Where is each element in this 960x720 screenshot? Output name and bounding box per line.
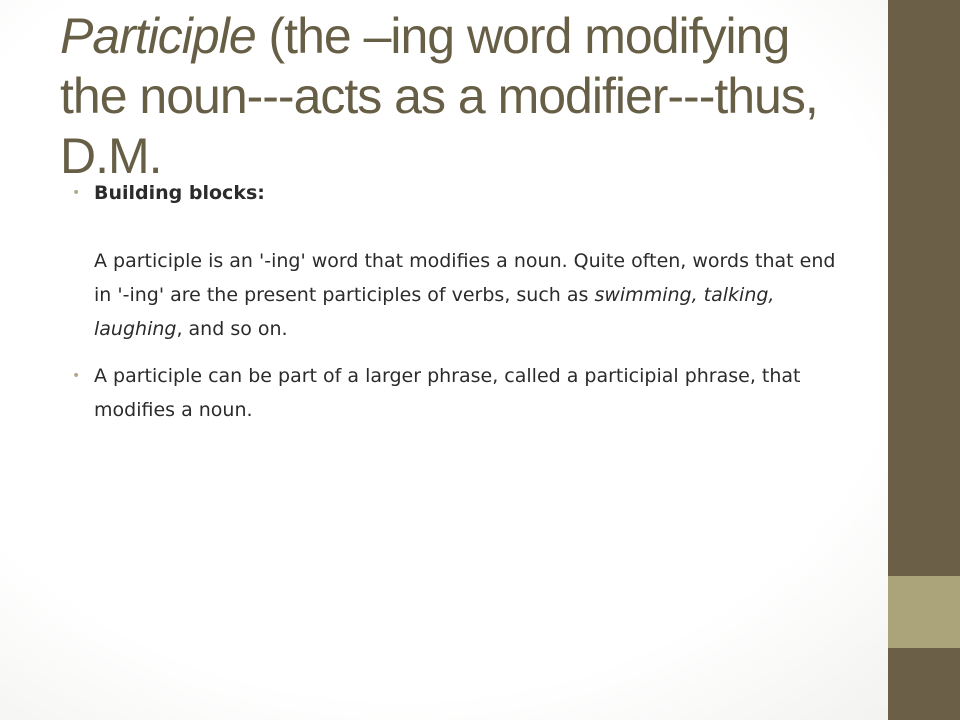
slide-title-italic: Participle [60, 8, 256, 64]
bullet-item-building-blocks [72, 176, 852, 346]
side-bar-accent [888, 576, 960, 648]
bullet-examples: swimming, talking, laughing [94, 284, 775, 340]
bullet-text: A participle can be part of a larger phrase, called a participial phrase, that modifies a noun. [94, 365, 801, 421]
line-spacer [94, 210, 852, 244]
slide-title [60, 6, 860, 186]
slide-title-rest: (the –ing word modifying the noun---acts as a modifier---thus, D.M. [60, 8, 818, 184]
bullet-text-after: , and so on. [176, 318, 288, 340]
bullet-text-before: A participle is an '-ing' word that modifies a noun. Quite often, words that end in '-ing' are the present participles of verbs, such as [94, 250, 836, 306]
bullet-dot-icon: • [72, 185, 81, 201]
bullet-label: Building blocks: [94, 182, 265, 204]
bullet-item-participial-phrase [72, 359, 852, 427]
bullet-list [72, 176, 852, 440]
bullet-dot-icon: • [72, 368, 81, 384]
